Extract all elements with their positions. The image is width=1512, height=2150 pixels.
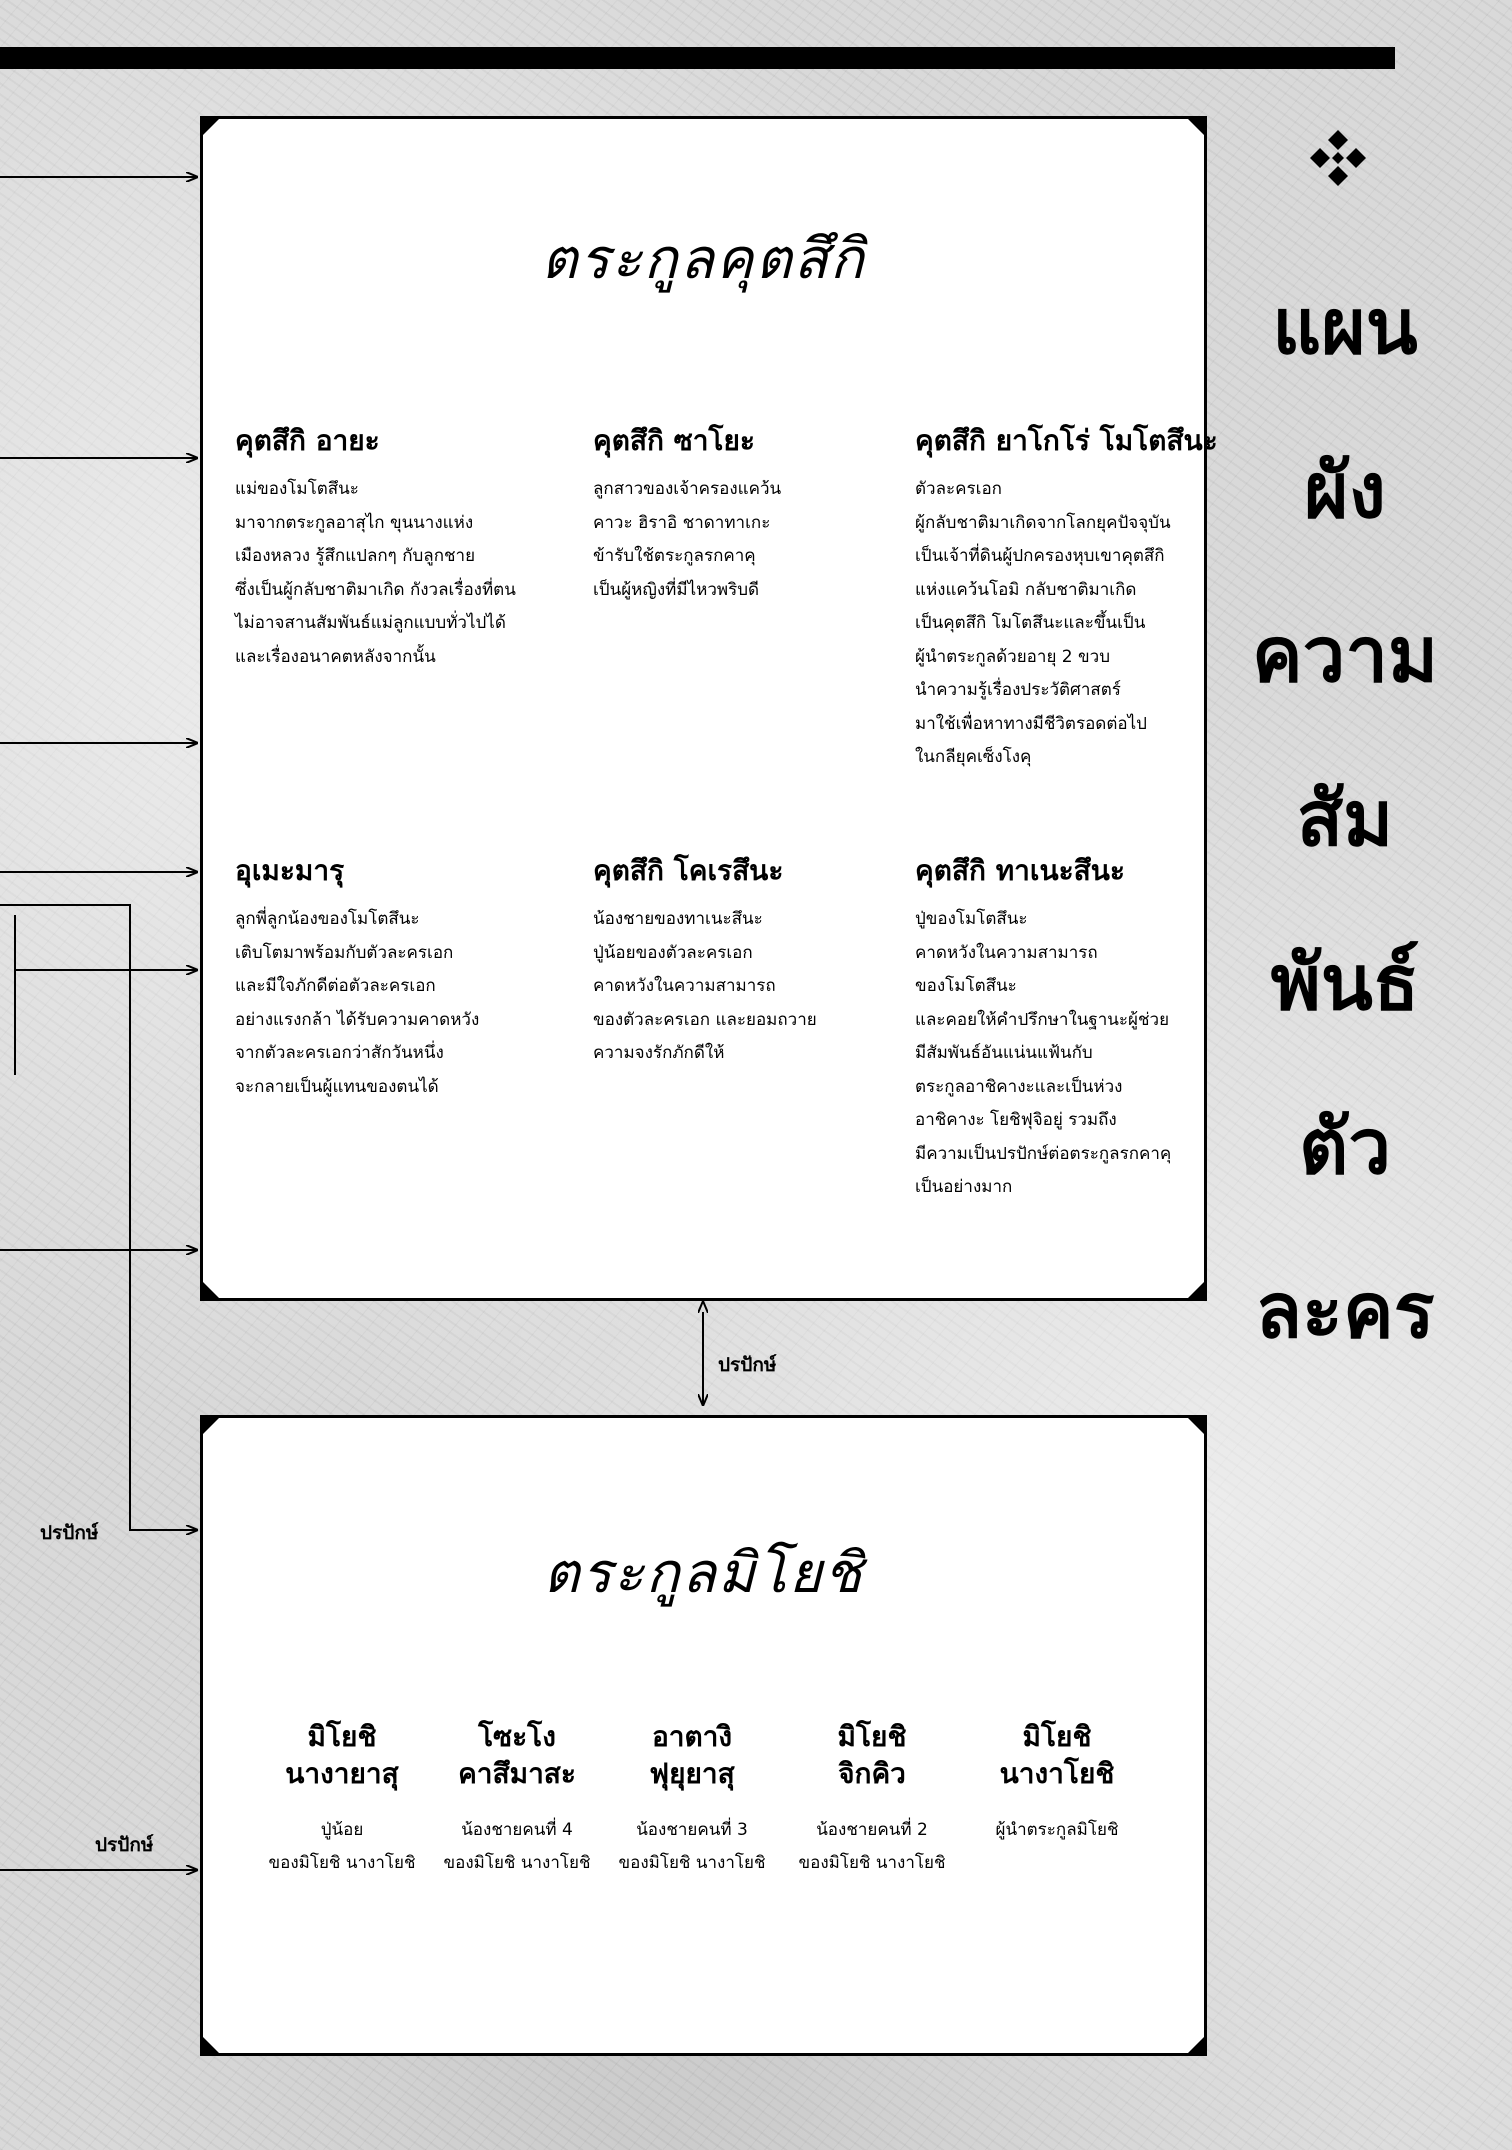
character-koresuna xyxy=(593,849,817,1071)
name-line: นางาโยชิ xyxy=(999,1757,1115,1790)
name-line: จิกคิว xyxy=(838,1757,906,1790)
name-line: โซะโง xyxy=(478,1720,556,1753)
character-name: คุตสึกิ ทาเนะสึนะ xyxy=(915,854,1125,887)
description-line: ปู่ของโมโตสึนะ xyxy=(915,909,1028,929)
corner-ornament xyxy=(1185,1415,1207,1437)
miyoshi-clan-panel xyxy=(200,1415,1207,2056)
clan-title-miyoshi: ตระกูลมิโยชิ xyxy=(543,1541,864,1606)
description-line: มีสัมพันธ์อันแน่นแฟ้นกับ xyxy=(915,1043,1093,1063)
description-line: อาชิคางะ โยชิฟุจิอยู่ รวมถึง xyxy=(915,1110,1117,1130)
character-jikkyu xyxy=(786,1718,958,1880)
description-line: จะกลายเป็นผู้แทนของตนได้ xyxy=(235,1076,439,1097)
description-line: ลูกพี่ลูกน้องของโมโตสึนะ xyxy=(235,909,420,929)
relation-label-left-lower: ปรปักษ์ xyxy=(95,1834,154,1856)
character-sayo xyxy=(593,419,781,607)
kutsuki-clan-panel xyxy=(200,116,1218,1301)
name-line: นางายาสุ xyxy=(285,1757,399,1790)
description-line: คาดหวังในความสามารถ xyxy=(915,942,1098,963)
description-line: ปู่น้อยของตัวละครเอก xyxy=(593,942,753,963)
description-line: ตระกูลอาชิคางะและเป็นห่วง xyxy=(915,1076,1123,1097)
description-line: ข้ารับใช้ตระกูลรกคาคุ xyxy=(593,546,756,566)
description-line: ปู่น้อย xyxy=(320,1820,364,1840)
description-line: และคอยให้คำปรึกษาในฐานะผู้ช่วย xyxy=(915,1009,1170,1030)
corner-ornament xyxy=(1185,116,1207,138)
character-nagayasu xyxy=(256,1718,428,1880)
description-line: มาจากตระกูลอาสุไก ขุนนางแห่ง xyxy=(235,512,474,533)
description-line: ผู้กลับชาติมาเกิดจากโลกยุคปัจจุบัน xyxy=(915,512,1171,533)
corner-ornament xyxy=(1185,1279,1207,1301)
description-line: มาใช้เพื่อหาทางมีชีวิตรอดต่อไป xyxy=(915,713,1147,734)
character-umemaru xyxy=(235,849,479,1104)
description-line: ซึ่งเป็นผู้กลับชาติมาเกิด กังวลเรื่องที่ตน xyxy=(235,579,516,600)
description-line: ความจงรักภักดีให้ xyxy=(593,1043,725,1063)
description-line: ของมิโยชิ นางาโยชิ xyxy=(443,1853,591,1873)
character-name: คุตสึกิ โคเรสึนะ xyxy=(593,854,784,887)
description-line: น้องชายคนที่ 4 xyxy=(461,1820,573,1840)
description-line: เป็นเจ้าที่ดินผู้ปกครองหุบเขาคุตสึกิ xyxy=(915,546,1165,566)
character-name xyxy=(256,1718,428,1792)
corner-ornament xyxy=(1185,2034,1207,2056)
title-line: ผัง xyxy=(1304,446,1386,535)
character-name xyxy=(971,1718,1143,1792)
character-name: คุตสึกิ อายะ xyxy=(235,424,380,457)
description-line: เป็นผู้หญิงที่มีไหวพริบดี xyxy=(593,579,760,600)
description-line: มีความเป็นปรปักษ์ต่อตระกูลรกคาคุ xyxy=(915,1143,1172,1164)
corner-ornament xyxy=(200,116,222,138)
description-line: ผู้นำตระกูลด้วยอายุ 2 ขวบ xyxy=(915,646,1110,667)
description-line: ในกลียุคเซ็งโงคุ xyxy=(915,747,1032,767)
description-line: ของตัวละครเอก และยอมถวาย xyxy=(593,1009,817,1030)
title-line: สัม xyxy=(1296,774,1394,863)
description-line: ไม่อาจสานสัมพันธ์แม่ลูกแบบทั่วไปได้ xyxy=(235,613,506,633)
character-name: อุเมะมารุ xyxy=(235,854,345,887)
description-line: น้องชายคนที่ 2 xyxy=(816,1820,928,1840)
title-line: ตัว xyxy=(1298,1102,1392,1191)
description-line: เป็นคุตสึกิ โมโตสึนะและขึ้นเป็น xyxy=(915,613,1146,633)
character-name xyxy=(606,1718,778,1792)
description-line: แห่งแคว้นโอมิ กลับชาติมาเกิด xyxy=(915,579,1137,600)
diamond-emblem-icon xyxy=(1308,128,1368,188)
character-tanesuna xyxy=(915,849,1171,1205)
corner-ornament xyxy=(200,1415,222,1437)
name-line: มิโยชิ xyxy=(307,1720,377,1753)
description-line: จากตัวละครเอกว่าสักวันหนึ่ง xyxy=(235,1043,444,1063)
character-name xyxy=(431,1718,603,1792)
character-kazumasa xyxy=(431,1718,603,1880)
chart-title xyxy=(1245,245,1445,1393)
name-line: มิโยชิ xyxy=(837,1720,907,1753)
description-line: น้องชายของทาเนะสึนะ xyxy=(593,909,763,929)
name-line: คาสึมาสะ xyxy=(458,1757,576,1790)
description-line: ของมิโยชิ นางาโยชิ xyxy=(268,1853,416,1873)
title-line: พันธ์ xyxy=(1270,938,1420,1027)
description-line: คาวะ ฮิราอิ ชาดาทาเกะ xyxy=(593,512,771,533)
description-line: ลูกสาวของเจ้าครองแคว้น xyxy=(593,479,782,499)
character-name xyxy=(786,1718,958,1792)
description-line: และมีใจภักดีต่อตัวละครเอก xyxy=(235,976,436,996)
description-line: ของมิโยชิ นางาโยชิ xyxy=(798,1853,946,1873)
character-nagayoshi xyxy=(971,1718,1143,1847)
description-line: เมืองหลวง รู้สึกแปลกๆ กับลูกชาย xyxy=(235,546,476,566)
description-line: ของมิโยชิ นางาโยชิ xyxy=(618,1853,766,1873)
corner-ornament xyxy=(200,2034,222,2056)
description-line: เติบโตมาพร้อมกับตัวละครเอก xyxy=(235,942,454,963)
description-line: แม่ของโมโตสึนะ xyxy=(235,479,359,499)
name-line: ฟุยุยาสุ xyxy=(649,1757,735,1790)
description-line: คาดหวังในความสามารถ xyxy=(593,976,776,996)
description-line: เป็นอย่างมาก xyxy=(915,1177,1013,1197)
character-name: คุตสึกิ ยาโกโร่ โมโตสึนะ xyxy=(915,424,1218,457)
description-line: และเรื่องอนาคตหลังจากนั้น xyxy=(235,646,436,667)
name-line: มิโยชิ xyxy=(1022,1720,1092,1753)
title-line: แผน xyxy=(1272,282,1418,371)
description-line: น้องชายคนที่ 3 xyxy=(636,1820,748,1840)
description-line: อย่างแรงกล้า ได้รับความคาดหวัง xyxy=(235,1009,480,1030)
character-fuyuyasu xyxy=(606,1718,778,1880)
description-line: นำความรู้เรื่องประวัติศาสตร์ xyxy=(915,680,1121,700)
description-line: ตัวละครเอก xyxy=(915,479,1002,499)
relation-label-left-upper: ปรปักษ์ xyxy=(40,1522,99,1544)
corner-ornament xyxy=(200,1279,222,1301)
description-line: ของโมโตสึนะ xyxy=(915,976,1017,996)
character-name: คุตสึกิ ซาโยะ xyxy=(593,424,755,457)
arrow-to-miyoshi-upper xyxy=(0,905,197,1530)
title-line: ความ xyxy=(1251,610,1439,699)
description-line: ผู้นำตระกูลมิโยชิ xyxy=(995,1820,1119,1840)
name-line: อาตางิ xyxy=(651,1720,733,1753)
title-line: ละคร xyxy=(1255,1266,1435,1355)
relation-label-center: ปรปักษ์ xyxy=(718,1354,777,1376)
character-aya xyxy=(235,419,516,674)
clan-title-kutsuki: ตระกูลคุตสึกิ xyxy=(541,227,866,292)
character-motosuna xyxy=(915,419,1218,775)
